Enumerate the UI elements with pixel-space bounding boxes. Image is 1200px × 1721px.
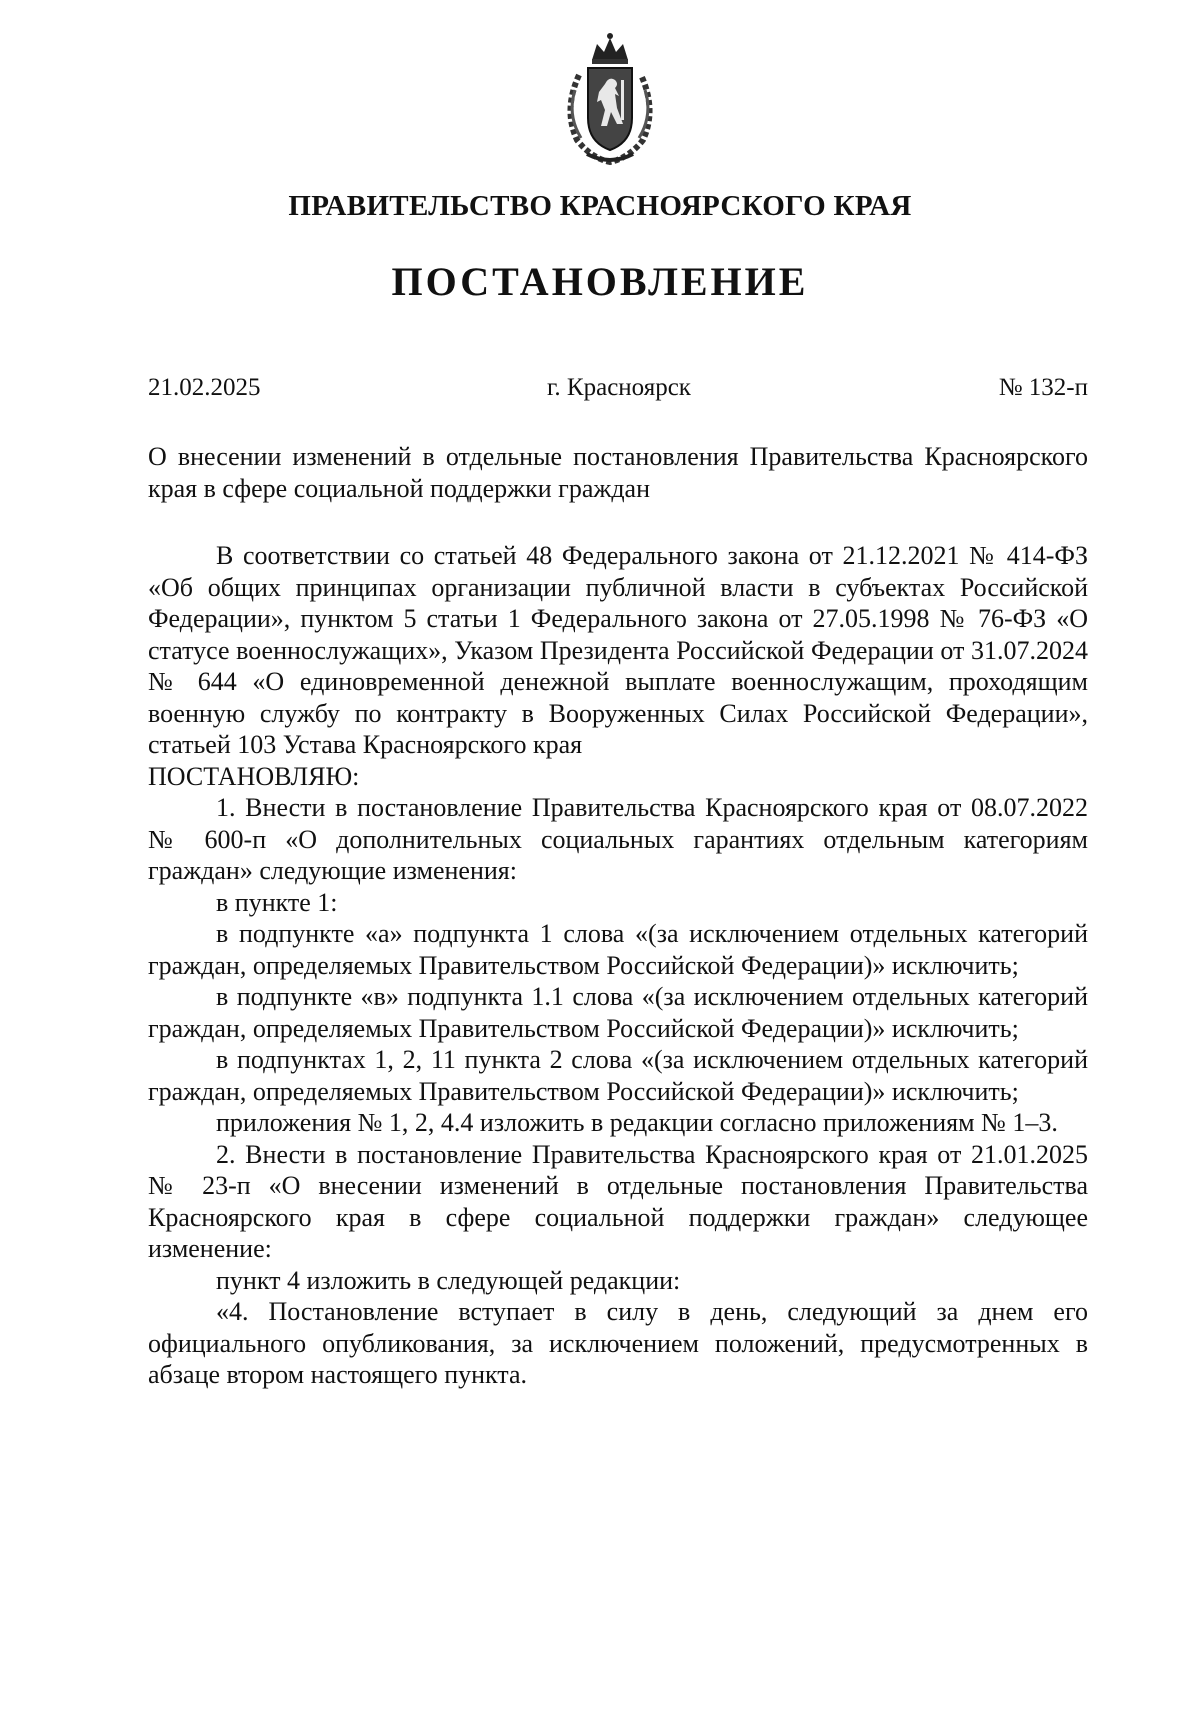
paragraph-1-item-c: в подпунктах 1, 2, 11 пункта 2 слова «(за исключением отдельных категорий граждан, определяемых Правительством Российской Федерации)» исключить;: [148, 1045, 1088, 1106]
paragraph-1-item-b: в подпункте «в» подпункта 1.1 слова «(за исключением отдельных категорий граждан, определяемых Правительством Российской Федерации)» исключить;: [148, 982, 1088, 1043]
document-content: [148, 441, 1088, 1391]
document-date: 21.02.2025: [148, 374, 261, 401]
preamble-paragraph: В соответствии со статьей 48 Федерального закона от 21.12.2021 № 414-ФЗ «Об общих принципах организации публичной власти в субъектах Российской Федерации», пунктом 5 статьи 1 Федерального закона от 27.05.1998 № 76-ФЗ «О статусе военнослужащих», Указом Президента Российской Федерации от 31.07.2024 № 644 «О единовременной денежной выплате военнослужащим, проходящим военную службу по контракту в Вооруженных Силах Российской Федерации», статьей 103 Устава Красноярского края: [148, 541, 1088, 759]
document-number: № 132-п: [998, 374, 1088, 401]
paragraph-1: 1. Внести в постановление Правительства Красноярского края от 08.07.2022 № 600-п «О дополнительных социальных гарантиях отдельным категориям граждан» следующие изменения:: [148, 793, 1088, 885]
paragraph-2-intro: пункт 4 изложить в следующей редакции:: [216, 1265, 681, 1295]
document-city: г. Красноярск: [547, 374, 691, 401]
paragraph-2-quote: «4. Постановление вступает в силу в день, следующий за днем его официального опубликования, за исключением положений, предусмотренных в абзаце втором настоящего пункта.: [148, 1297, 1088, 1389]
paragraph-2: 2. Внести в постановление Правительства Красноярского края от 21.01.2025 № 23-п «О внесении изменений в отдельные постановления Правительства Красноярского края в сфере социальной поддержки граждан» следующее изменение:: [148, 1139, 1088, 1263]
organization-title: ПРАВИТЕЛЬСТВО КРАСНОЯРСКОГО КРАЯ: [288, 190, 912, 222]
decree-word: ПОСТАНОВЛЯЮ:: [148, 761, 360, 791]
paragraph-1-item-d: приложения № 1, 2, 4.4 изложить в редакции согласно приложениям № 1–3.: [216, 1108, 1058, 1137]
coat-of-arms-icon: [557, 30, 663, 166]
paragraph-1-item-a: в подпункте «а» подпункта 1 слова «(за исключением отдельных категорий граждан, определяемых Правительством Российской Федерации)» исключить;: [148, 919, 1088, 980]
spacer: [148, 504, 1088, 540]
document-type-title: ПОСТАНОВЛЕНИЕ: [391, 259, 809, 304]
paragraph-1-intro: в пункте 1:: [216, 887, 338, 917]
document-subject: О внесении изменений в отдельные постановления Правительства Красноярского края в сфере социальной поддержки граждан: [148, 442, 1088, 503]
